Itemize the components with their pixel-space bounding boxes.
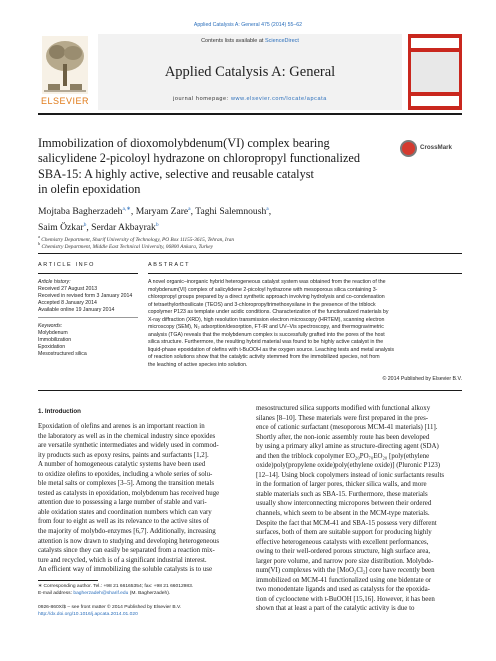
info-rule (38, 273, 138, 274)
journal-title: Applied Catalysis A: General (164, 64, 336, 80)
body-line: mesostructured silica supports modified with functional alkoxy (256, 405, 431, 412)
affiliation-b (38, 240, 462, 251)
corresponding-author-note: ∗ Corresponding author. Tel.: +98 21 66165354; fax: +98 21 66012983. (38, 584, 194, 589)
author-name[interactable]: Mojtaba Bagherzadeh (38, 206, 123, 218)
body-line: attention is now drawn to studying and developing heterogeneous (38, 537, 220, 545)
body-line: Despite the fact that MCM-41 and SBA-15 possess very different (256, 519, 437, 527)
crossmark-label: CrossMark (420, 144, 452, 151)
author-affil-marker[interactable]: a (188, 206, 191, 212)
footnote-rule (38, 580, 98, 581)
body-line: the laboratory as well as in the chemical industry since epoxides (38, 432, 216, 440)
article-title (38, 136, 398, 197)
article-history (38, 279, 138, 314)
email-note (38, 591, 248, 598)
email-prefix: E-mail address: (38, 590, 74, 596)
abstract-line: of tetraethylorthosilicate (TEOS) and 3-chloropropyltrimethoxysilane in the presence of the triblock (148, 301, 376, 308)
author-name[interactable]: , Serdar Akbayrak (86, 221, 156, 233)
left-body-column (38, 422, 245, 575)
history-label: Article history: (38, 279, 71, 285)
author-name[interactable]: , Taghi Salemnoush (190, 206, 267, 218)
body-line: stable materials such as SBA-15. Furthermore, these materials (256, 490, 428, 498)
body-line: are versatile synthetic intermediates and widely used in commod- (38, 442, 219, 450)
body-line: usually show interconnecting micropores between their ordered (256, 500, 432, 508)
body-line: An efficient way of immobilizing the soluble catalysts is to use (38, 566, 213, 574)
body-line: oxide)poly(propylene oxide)poly(ethylene oxide)] (Pluronic P123) (256, 462, 441, 470)
body-line: ence of cationic surfactant (mesoporous MCM-41 materials) [11]. (256, 424, 438, 432)
abstract-line: microscopy (SEM), N₂ adsorption/desorption, FT-IR and UV–Vis spectroscopy, and thermogravimetric (148, 324, 384, 330)
body-line: num(VI) complexes with the [MoO₂Cl₂] core have recently been (256, 567, 435, 575)
publisher-name: ELSEVIER (40, 96, 90, 106)
body-line: and then the triblock copolymer EO₂₀PO₇₀EO₂₀ [poly(ethylene (256, 452, 430, 460)
body-line: shown that at least a part of the catalytic activity is due to (256, 605, 415, 613)
affiliation-divider (38, 253, 462, 254)
crossmark-icon (400, 140, 417, 157)
history-item: Received 27 August 2013 (38, 285, 98, 292)
article-info-heading: ARTICLE INFO (38, 262, 95, 268)
abstract-line: X-ray diffraction (XRD), high resolution transmission electron microscopy (HRTEM), scanning electron (148, 316, 385, 323)
body-line: larger pore volume, and narrow pore size distribution. Molybde- (256, 557, 434, 565)
publisher-logo (38, 34, 92, 110)
title-line: salicylidene 2-picoloyl hydrazone on chloropropyl functionalized (38, 151, 361, 166)
crossmark-badge[interactable] (400, 140, 462, 158)
history-item: Accepted 8 January 2014 (38, 299, 97, 306)
abstract-line: of reaction solutions show that the catalytic activity stemmed from the immobilized species, not from (148, 354, 380, 360)
body-line: ture and recycled, which is of a significant industrial interest. (38, 556, 207, 564)
journal-banner (98, 34, 402, 110)
author-affil-marker[interactable]: b (155, 221, 159, 228)
abstract-line: silica structure. Furthermore, the resulting hybrid material was found to be highly active catalyst in the (148, 339, 384, 345)
author-name[interactable]: , Maryam Zare (130, 206, 189, 218)
abstract-copyright: © 2014 Published by Elsevier B.V. (382, 376, 462, 382)
abstract-line: chloropropyl groups prepared by a direct synthetic approach involving hydrolysis and co-condensation (148, 294, 385, 300)
abstract-body (148, 279, 462, 369)
abstract-line: analysis (TGA) reveals that the molybdenum complex is successfully grafted into the pores of the host (148, 331, 385, 338)
body-line: surfaces, both of them are suitable support for producing highly (256, 529, 432, 537)
cover-footer-band (411, 96, 459, 106)
body-line: A number of homogeneous catalytic systems have been used (38, 461, 206, 469)
cover-title-band (411, 38, 459, 48)
author-name[interactable]: Saim Özkar (38, 221, 84, 233)
author-separator: , (268, 206, 272, 218)
abstract-line: molybdenum(VI) complex of salicylidene 2-picoloyl hydrazone with mesoporous silica containing 3- (148, 286, 378, 293)
abstract-divider (38, 390, 462, 391)
author-line (38, 203, 462, 219)
abstract-rule (148, 273, 462, 274)
affiliation-marker: a (38, 234, 40, 239)
body-line: Epoxidation of olefins and arenes is an important reaction in (38, 423, 205, 430)
body-line: silanes [8–10]. These materials were first prepared in the pres- (256, 414, 429, 422)
front-matter-line: 0926-860X/$ – see front matter © 2014 Published by Elsevier B.V. (38, 605, 182, 610)
body-line: catalysts since they can easily be separated from a reaction mix- (38, 547, 215, 555)
title-line: Immobilization of dioxomolybdenum(VI) complex bearing (38, 136, 330, 150)
abstract-line: A novel organic–inorganic hybrid heterogeneous catalyst system was obtained from the reaction of the (148, 279, 386, 285)
keywords-label: Keywords: (38, 323, 63, 329)
cover-artwork (411, 52, 459, 92)
sciencedirect-link[interactable]: ScienceDirect (264, 38, 299, 44)
homepage-prefix: journal homepage: (173, 96, 231, 102)
homepage-link[interactable]: www.elsevier.com/locate/apcata (230, 96, 327, 102)
body-line: the majority of molybdo-enzymes [6,7]. Additionally, increasing (38, 528, 216, 536)
body-line: tion of cyclooctene with t-BuOOH [15,16]. However, it has been (256, 595, 435, 603)
header-divider (38, 113, 462, 115)
history-item: Received in revised form 3 January 2014 (38, 292, 133, 299)
body-line: tested as catalysts in epoxidation, molybdenum has received huge (38, 489, 220, 497)
email-suffix: (M. Bagherzadeh). (128, 590, 171, 596)
affiliation-text: Chemistry Department, Middle East Technical University, 06800 Ankara, Turkey (41, 243, 213, 250)
affiliation-marker: b (38, 241, 41, 246)
body-line: able oxidation states and coordination numbers which can vary (38, 508, 212, 516)
journal-reference[interactable]: Applied Catalysis A: General 475 (2014) 55–62 (193, 22, 303, 28)
journal-cover-image (408, 34, 462, 110)
title-line: in olefin epoxidation (38, 181, 141, 196)
body-line: in the formation of larger pores, thicker silica walls, and more (256, 481, 427, 489)
history-item: Available online 19 January 2014 (38, 306, 115, 313)
email-link[interactable]: bagherzadeh@sharif.edu (73, 590, 129, 596)
body-line: by using a primary alkyl amine as structure-directing agent (SDA) (256, 443, 439, 451)
body-line: attention due to possessing a large number of stable and vari- (38, 499, 207, 507)
author-affil-marker[interactable]: b (83, 221, 87, 228)
keyword-item: Immobilization (38, 336, 72, 343)
body-line: channels, which seem to be absent in the MCM-type materials. (256, 510, 430, 518)
contents-prefix: Contents lists available at (201, 38, 265, 44)
body-line: ble metal salts or complexes [3–5]. Among the transition metals (38, 480, 215, 488)
masthead (38, 34, 462, 110)
contents-line (98, 38, 402, 44)
abstract-heading: ABSTRACT (148, 262, 191, 268)
body-line: from four to eight as well as its relevance to the active sites of (38, 518, 209, 526)
body-line: [12–14]. Using block copolymers instead of ionic surfactants results (256, 471, 445, 479)
body-line: owing to their well-ordered porous structure, high surface area, (256, 548, 431, 556)
abstract-line: liquid-phase epoxidation of olefins with t-BuOOH as the oxygen source. Leaching tests and metal analysis (148, 346, 395, 353)
footnotes (38, 584, 248, 597)
journal-homepage (98, 96, 402, 102)
author-affil-marker[interactable]: a,∗ (122, 206, 131, 212)
author-list (38, 203, 462, 235)
keyword-item: Mesostructured silica (38, 350, 87, 357)
body-line: immobilized on MCM-41 functionalized using one bidentate or (256, 576, 432, 584)
body-line: effective heterogeneous catalysts with excellent performances, (256, 538, 429, 546)
body-line: Shortly after, the non-ionic assembly route has been developed (256, 433, 430, 441)
keywords (38, 323, 138, 358)
doi-link[interactable]: http://dx.doi.org/10.1016/j.apcata.2014.01.020 (38, 611, 138, 617)
info-separator (38, 317, 138, 318)
body-line: two monodentate ligands and used as catalysts for the epoxida- (256, 586, 430, 594)
body-line: ity products such as epoxy resins, paints and surfactants [1,2]. (38, 451, 209, 459)
author-affil-marker[interactable]: a (266, 206, 269, 212)
elsevier-tree-icon (42, 36, 88, 94)
keyword-item: Molybdenum (38, 329, 68, 336)
body-line: to oxidize olefins to epoxides, including a whole series of solu- (38, 470, 213, 478)
right-body-column (256, 404, 463, 614)
front-matter (38, 605, 248, 618)
abstract-line: copolymer P123 as template under acidic conditions. Characterization of the functionalized materials by (148, 309, 389, 315)
keyword-item: Epoxidation (38, 343, 66, 350)
abstract-line: the leaching of active species into solution. (148, 361, 248, 368)
title-line: SBA-15: A highly active, selective and reusable catalyst (38, 166, 314, 181)
introduction-heading: 1. Introduction (38, 408, 81, 415)
affiliation-text: Chemistry Department, Sharif University of Technology, PO Box 11155-3615, Tehran, Iran (41, 236, 235, 243)
